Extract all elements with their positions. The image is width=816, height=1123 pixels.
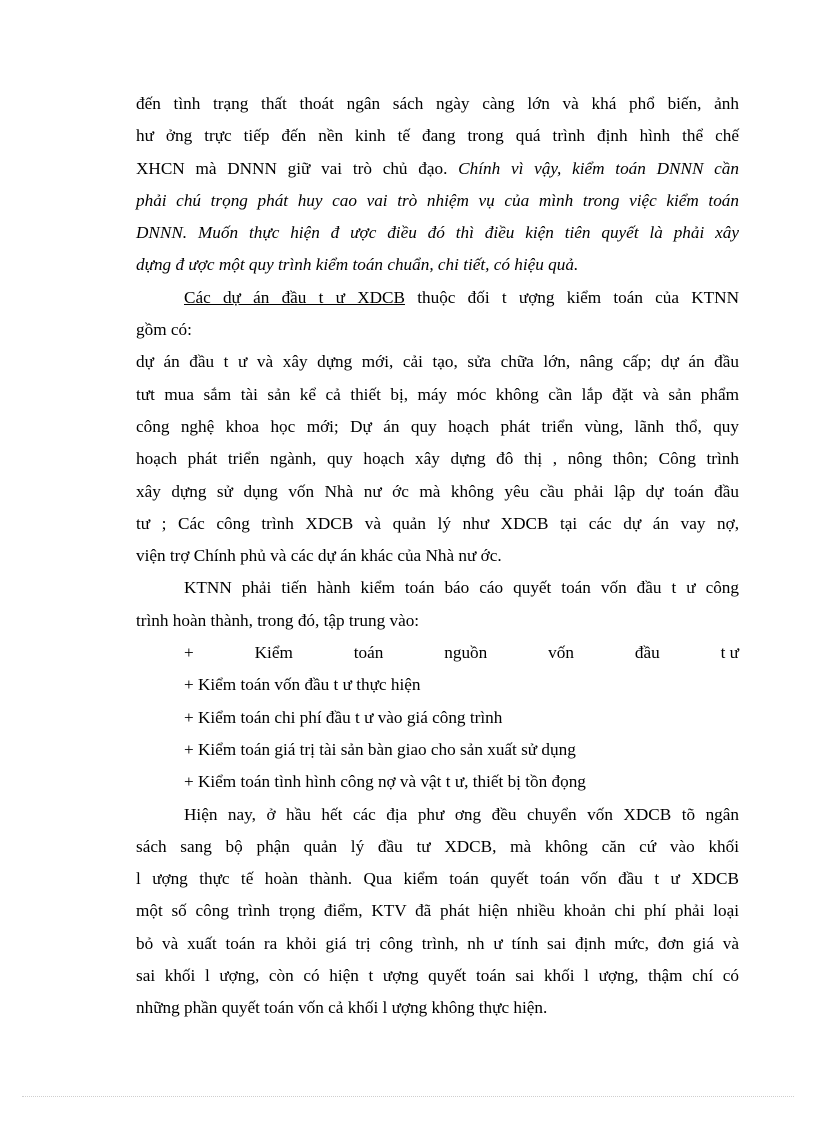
italic-text-line: dựng đ ược một quy trình kiểm toán chuẩn, chi tiết, có hiệu quả. xyxy=(136,255,579,275)
text-line: hư ởng trực tiếp đến nền kinh tế đang trong quá trình định hình thể chế xyxy=(136,126,739,146)
paragraph-findings xyxy=(136,799,739,1025)
list-word: Kiểm xyxy=(254,643,293,663)
document-page xyxy=(136,88,739,1025)
paragraph-project-list xyxy=(136,346,739,572)
text-line: tưt mua sắm tài sản kể cả thiết bị, máy móc không cần lắp đặt và sản phẩm xyxy=(136,384,739,404)
italic-text-line: phải chú trọng phát huy cao vai trò nhiệm vụ của mình trong việc kiểm toán xyxy=(136,190,739,210)
text-line: tư ; Các công trình XDCB và quản lý như XDCB tại các dự án vay nợ, xyxy=(136,513,739,533)
text-line: Hiện nay, ở hầu hết các địa phư ơng đều chuyển vốn XDCB tõ ngân xyxy=(184,804,739,824)
paragraph-audit-scope xyxy=(136,572,739,637)
underlined-term: Các dự án đầu t ư XDCB xyxy=(184,287,405,307)
list-item xyxy=(136,637,739,669)
page-footer-divider xyxy=(22,1096,794,1097)
list-word: vốn xyxy=(548,643,574,663)
text-line: sách sang bộ phận quản lý đầu tư XDCB, mà không căn cứ vào khối xyxy=(136,836,739,856)
text-line: xây dựng sử dụng vốn Nhà nư ớc mà không yêu cầu phải lập dự toán đầu xyxy=(136,481,739,501)
list-word: + xyxy=(184,643,194,663)
text-line: công nghệ khoa học mới; Dự án quy hoạch phát triển vùng, lãnh thổ, quy xyxy=(136,416,739,436)
list-word: nguồn xyxy=(444,643,488,663)
list-item: + Kiểm toán giá trị tài sản bàn giao cho sản xuất sử dụng xyxy=(184,739,576,759)
text-line: hoạch phát triển ngành, quy hoạch xây dựng đô thị , nông thôn; Công trình xyxy=(136,449,739,469)
text-line: viện trợ Chính phủ và các dự án khác của Nhà nư ớc. xyxy=(136,546,502,566)
text-line: đến tình trạng thất thoát ngân sách ngày càng lớn và khá phổ biến, ảnh xyxy=(136,94,739,113)
paragraph-intro xyxy=(136,88,739,282)
list-word: đầu xyxy=(634,643,660,663)
text-line: bỏ và xuất toán ra khỏi giá trị công trình, nh ư tính sai định mức, đơn giá và xyxy=(136,933,739,953)
list-item: + Kiểm toán vốn đầu t ư thực hiện xyxy=(184,675,421,695)
list-item: + Kiểm toán tình hình công nợ và vật t ư, thiết bị tồn đọng xyxy=(184,772,586,792)
text-line: những phần quyết toán vốn cả khối l ượng không thực hiện. xyxy=(136,998,548,1018)
text-line xyxy=(136,282,739,314)
list-item: + Kiểm toán chi phí đầu t ư vào giá công trình xyxy=(184,707,503,727)
paragraph-projects-heading xyxy=(136,282,739,347)
text-line: sai khối l ượng, còn có hiện t ượng quyết toán sai khối l ượng, thậm chí có xyxy=(136,966,739,986)
list-word: t ư xyxy=(720,643,739,663)
list-word: toán xyxy=(353,643,384,663)
text-line: trình hoàn thành, trong đó, tập trung vào: xyxy=(136,610,420,630)
audit-item-list xyxy=(136,637,739,798)
text-line: KTNN phải tiến hành kiểm toán báo cáo quyết toán vốn đầu t ư công xyxy=(184,578,739,598)
text-span: thuộc đối t ượng kiểm toán của KTNN xyxy=(404,287,739,307)
text-line: l ượng thực tế hoàn thành. Qua kiểm toán quyết toán vốn đầu t ư XDCB xyxy=(136,869,739,889)
text-line: dự án đầu t ư và xây dựng mới, cải tạo, sửa chữa lớn, nâng cấp; dự án đầu xyxy=(136,352,739,372)
italic-text-line: DNNN. Muốn thực hiện đ ược điều đó thì điều kiện tiên quyết là phải xây xyxy=(136,223,739,243)
italic-text: Chính vì vậy, kiểm toán DNNN cần xyxy=(458,158,739,178)
text-line: gồm có: xyxy=(136,320,192,340)
text-line xyxy=(136,153,739,185)
text-line: một số công trình trọng điểm, KTV đã phát hiện nhiều khoản chi phí phải loại xyxy=(136,901,739,921)
text-span: XHCN mà DNNN giữ vai trò chủ đạo. xyxy=(136,158,459,178)
